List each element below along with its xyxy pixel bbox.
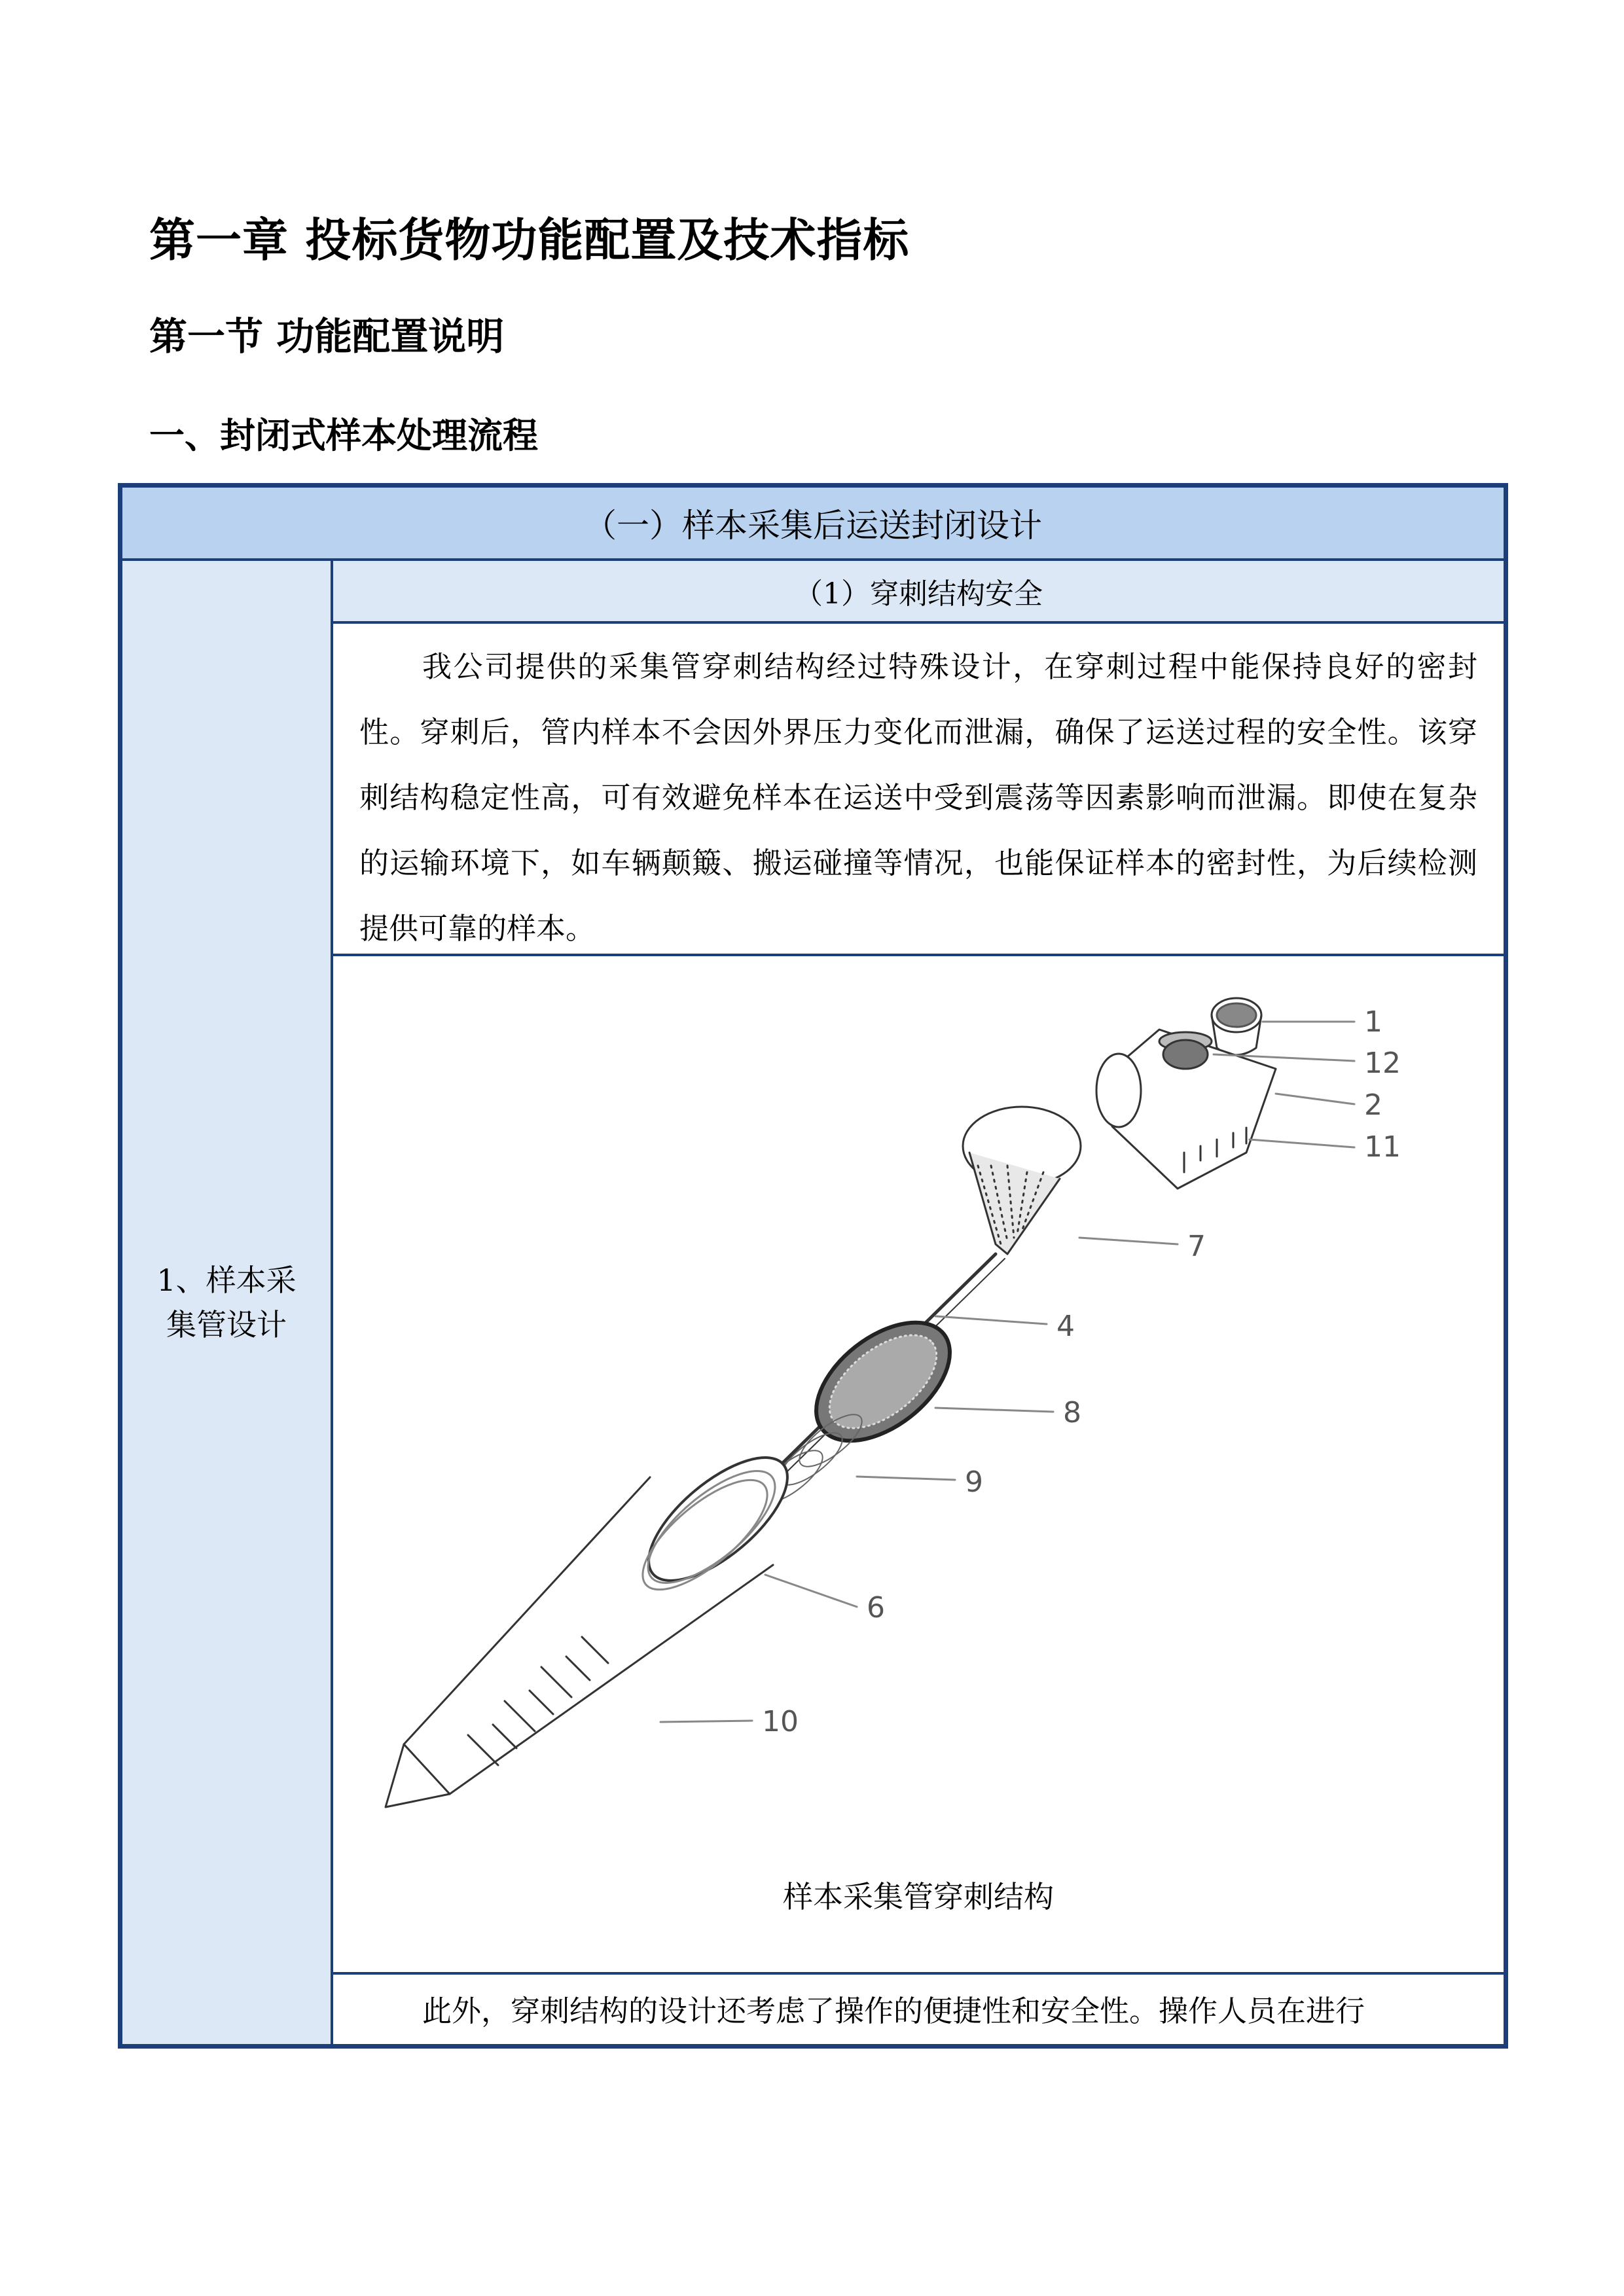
label-8: 8 [1063,1396,1081,1429]
label-4: 4 [1056,1310,1075,1343]
paragraph-puncture-safety: 我公司提供的采集管穿刺结构经过特殊设计，在穿刺过程中能保持良好的密封性。穿刺后，管内样本不会因外界压力变化而泄漏，确保了运送过程的安全性。该穿刺结构稳定性高，可有效避免样本在运送中受到震荡等因素影响而泄漏。即使在复杂的运输环境下，如车辆颠簸、搬运碰撞等情况，也能保证样本的密封性，为后续检测提供可靠的样本。 [333,624,1504,956]
row-label-cell [122,561,333,2044]
part-cap-main [1096,1030,1276,1189]
part-funnel [963,1107,1081,1254]
label-7: 7 [1187,1230,1206,1263]
section-heading: 第一节 功能配置说明 [149,314,505,359]
label-1: 1 [1364,1005,1382,1039]
label-10: 10 [762,1705,799,1738]
label-2: 2 [1364,1088,1382,1122]
figure-caption: 样本采集管穿刺结构 [783,1879,1054,1914]
collection-tube-diagram [333,956,1509,1873]
part-tube [386,1437,807,1807]
table-title: （一）样本采集后运送封闭设计 [122,488,1504,561]
subsection-heading: 一、封闭式样本处理流程 [149,415,538,456]
label-6: 6 [867,1591,885,1624]
figure-cell [333,956,1504,1975]
part-mesh-disc [795,1299,971,1464]
spec-table [118,483,1508,2049]
sub-heading: （1）穿刺结构安全 [333,561,1504,624]
row-label: 1、样本采集管设计 [156,1263,297,1342]
part-cap-small [1212,998,1261,1055]
label-11: 11 [1364,1130,1401,1164]
label-12: 12 [1364,1047,1401,1080]
label-9: 9 [965,1465,983,1499]
paragraph-operation: 此外，穿刺结构的设计还考虑了操作的便捷性和安全性。操作人员在进行 [422,1994,1365,2028]
chapter-heading: 第一章 投标货物功能配置及技术指标 [149,213,910,267]
